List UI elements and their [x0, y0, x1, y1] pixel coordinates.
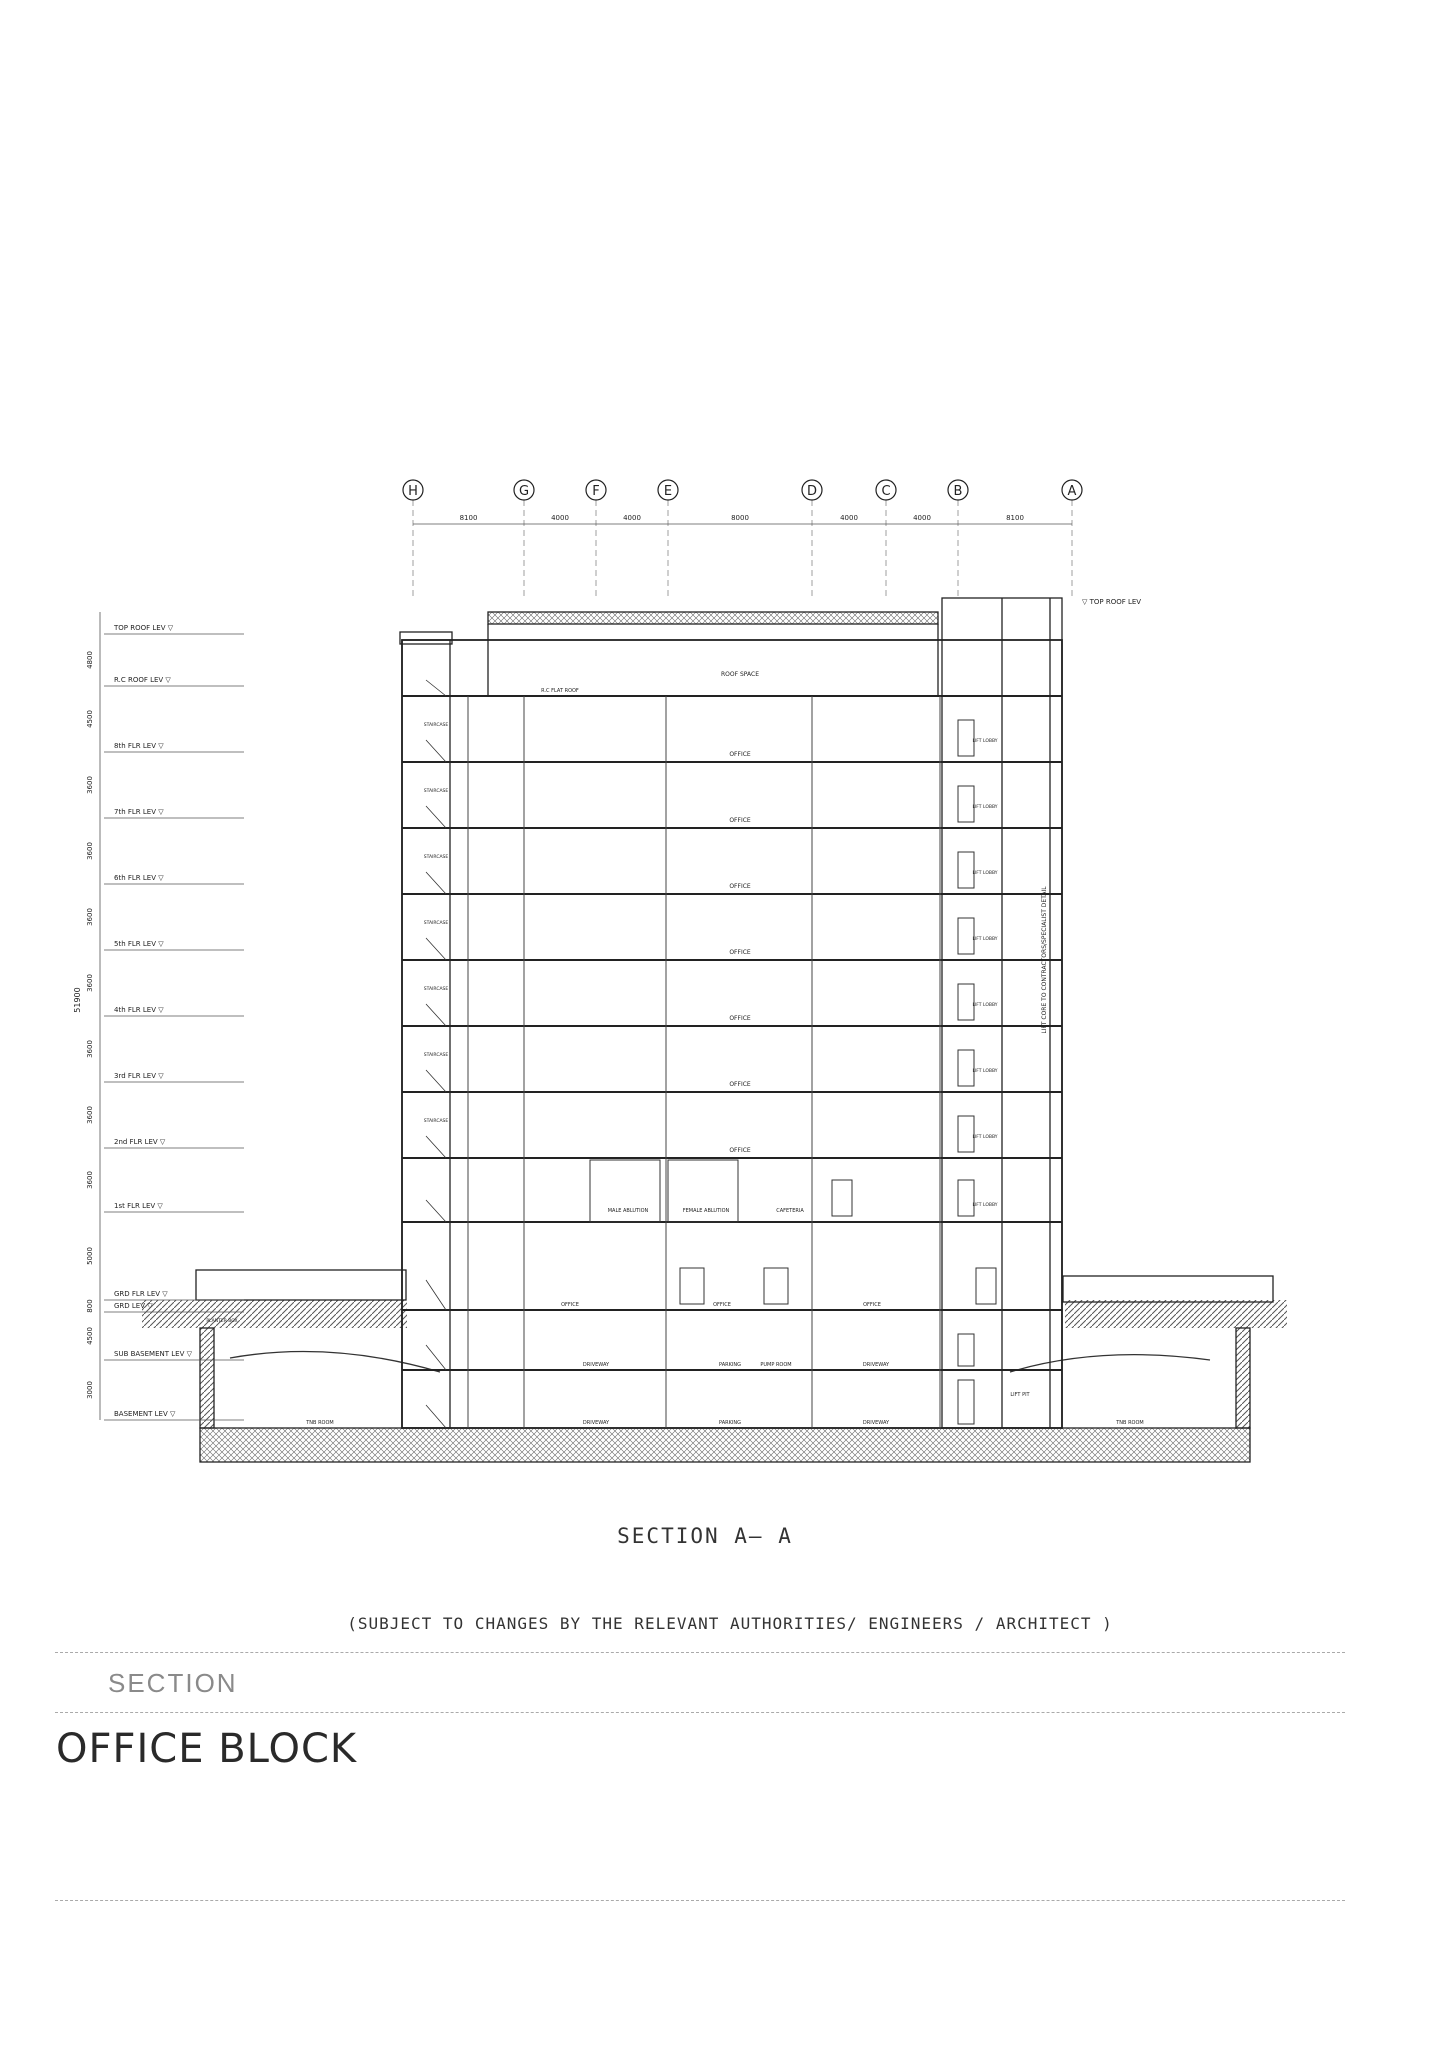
level-dim: 4800: [86, 651, 94, 669]
grid-dim-label: 4000: [840, 514, 858, 522]
level-markers: [73, 598, 1141, 1420]
room-tnb-room-right: TNB ROOM: [1116, 1420, 1144, 1426]
floor-slabs: [402, 696, 1062, 1370]
room-office-upper: OFFICE: [729, 883, 751, 890]
room-office-upper: OFFICE: [729, 751, 751, 758]
grid-dim-label: 8100: [459, 514, 478, 522]
room-office-ground: OFFICE: [713, 1302, 731, 1308]
level-label: GRD LEV ▽: [114, 1302, 153, 1310]
level-dim: 3000: [86, 1381, 94, 1399]
grid-label-c: C: [881, 484, 891, 499]
level-dim: 800: [86, 1299, 94, 1313]
level-dim: 3600: [86, 776, 94, 794]
grid-label-a: A: [1067, 484, 1077, 499]
soil-left: [142, 1300, 407, 1328]
room-staircase: STAIRCASE: [423, 1053, 449, 1058]
retaining-wall-left: [200, 1328, 214, 1428]
grid-dim-label: 4000: [913, 514, 931, 522]
room-pump-room: PUMP ROOM: [760, 1362, 792, 1368]
divider-top: [55, 1652, 1345, 1653]
room-office-ground: OFFICE: [863, 1302, 881, 1308]
level-label: 2nd FLR LEV ▽: [114, 1138, 166, 1146]
room-lift-lobby: LIFT LOBBY: [972, 937, 998, 942]
level-label: BASEMENT LEV ▽: [114, 1410, 176, 1418]
podium-right: [1063, 1276, 1273, 1302]
ramp-left: [230, 1352, 440, 1372]
grid-label-h: H: [408, 484, 418, 499]
room-driveway-basement: DRIVEWAY: [582, 1420, 610, 1426]
room-cafeteria: CAFETERIA: [776, 1208, 804, 1214]
level-label: TOP ROOF LEV ▽: [114, 624, 174, 632]
room-office-upper: OFFICE: [729, 949, 751, 956]
room-parking-basement: PARKING: [719, 1420, 741, 1426]
room-office-upper: OFFICE: [729, 1015, 751, 1022]
retaining-wall-right: [1236, 1328, 1250, 1428]
room-office-upper: OFFICE: [729, 1081, 751, 1088]
room-parking-sub: PARKING: [719, 1362, 741, 1368]
room-office-upper: OFFICE: [729, 1147, 751, 1154]
level-label: 5th FLR LEV ▽: [114, 940, 164, 948]
level-label: SUB BASEMENT LEV ▽: [114, 1350, 192, 1358]
room-staircase: STAIRCASE: [423, 987, 449, 992]
room-staircase: STAIRCASE: [423, 855, 449, 860]
sheet-title: OFFICE BLOCK: [56, 1726, 358, 1772]
foundation-slab: [200, 1428, 1250, 1462]
level-dim: 4500: [86, 710, 94, 728]
room-lift-lobby: LIFT LOBBY: [972, 1069, 998, 1074]
room-roof-space: ROOF SPACE: [721, 671, 759, 678]
room-lift-lobby: LIFT LOBBY: [972, 805, 998, 810]
grid-dim-label: 8000: [731, 514, 749, 522]
level-label: 1st FLR LEV ▽: [114, 1202, 163, 1210]
room-lift-pit: LIFT PIT: [1010, 1392, 1030, 1398]
room-driveway-sub: DRIVEWAY: [582, 1362, 610, 1368]
level-dim: 3600: [86, 908, 94, 926]
grid-label-e: E: [663, 484, 673, 499]
grid-label-b: B: [953, 484, 963, 499]
room-lift-lobby: LIFT LOBBY: [972, 1135, 998, 1140]
grid-dim-label: 4000: [623, 514, 641, 522]
room-driveway-basement: DRIVEWAY: [862, 1420, 890, 1426]
building-structure: [100, 500, 1287, 1462]
level-dim: 3600: [86, 842, 94, 860]
level-dim: 3600: [86, 1040, 94, 1058]
level-dim: 4500: [86, 1327, 94, 1345]
divider-middle: [55, 1712, 1345, 1713]
room-doors: [590, 1160, 996, 1304]
disclaimer-note: (SUBJECT TO CHANGES BY THE RELEVANT AUTHORITIES/ ENGINEERS / ARCHITECT ): [347, 1614, 1113, 1633]
grid-dim-label: 4000: [551, 514, 569, 522]
overall-dim: 51900: [73, 987, 82, 1013]
room-staircase: STAIRCASE: [423, 921, 449, 926]
roof-truss: [488, 612, 938, 624]
room-lift-lobby: LIFT LOBBY: [972, 1203, 998, 1208]
room-office-ground: OFFICE: [561, 1302, 579, 1308]
top-roof-label-right: ▽ TOP ROOF LEV: [1082, 598, 1142, 606]
room-roof-slab: R.C FLAT ROOF: [541, 688, 579, 694]
section-caption: SECTION A— A: [617, 1524, 793, 1548]
soil-right: [1065, 1300, 1287, 1328]
room-male-ablution: MALE ABLUTION: [607, 1208, 649, 1214]
room-female-ablution: FEMALE ABLUTION: [682, 1208, 730, 1214]
lift-core-note: LIFT CORE TO CONTRACTORS/SPECIALIST DETAIL: [1041, 886, 1048, 1034]
room-staircase: STAIRCASE: [423, 723, 449, 728]
level-dim: 3600: [86, 1171, 94, 1189]
room-lift-lobby: LIFT LOBBY: [972, 1003, 998, 1008]
grid-dim-label: 8100: [1006, 514, 1024, 522]
level-label: 4th FLR LEV ▽: [114, 1006, 164, 1014]
sheet-label: SECTION: [108, 1668, 238, 1698]
grid-dimensions: [460, 514, 1024, 522]
room-driveway-sub: DRIVEWAY: [862, 1362, 890, 1368]
level-label: 7th FLR LEV ▽: [114, 808, 164, 816]
room-office-upper: OFFICE: [729, 817, 751, 824]
grid-label-g: G: [518, 484, 530, 499]
divider-bottom: [55, 1900, 1345, 1901]
level-dim: 5000: [86, 1247, 94, 1265]
room-lift-lobby: LIFT LOBBY: [972, 739, 998, 744]
room-staircase: STAIRCASE: [423, 789, 449, 794]
level-label: R.C ROOF LEV ▽: [114, 676, 171, 684]
stair-cap: [400, 632, 452, 644]
level-dim: 3600: [86, 974, 94, 992]
level-label: 8th FLR LEV ▽: [114, 742, 164, 750]
level-label: 3rd FLR LEV ▽: [114, 1072, 164, 1080]
room-lift-lobby: LIFT LOBBY: [972, 871, 998, 876]
level-label: GRD FLR LEV ▽: [114, 1290, 168, 1298]
level-dim: 3600: [86, 1106, 94, 1124]
columns: [468, 696, 940, 1428]
grid-bubbles: [403, 480, 1082, 500]
podium-left: [196, 1270, 406, 1300]
grid-label-f: F: [592, 484, 600, 499]
room-staircase: STAIRCASE: [423, 1119, 449, 1124]
room-tnb-room-left: TNB ROOM: [306, 1420, 334, 1426]
grid-label-d: D: [806, 484, 818, 499]
room-planter-box: PLANTER BOX: [206, 1319, 238, 1324]
level-label: 6th FLR LEV ▽: [114, 874, 164, 882]
